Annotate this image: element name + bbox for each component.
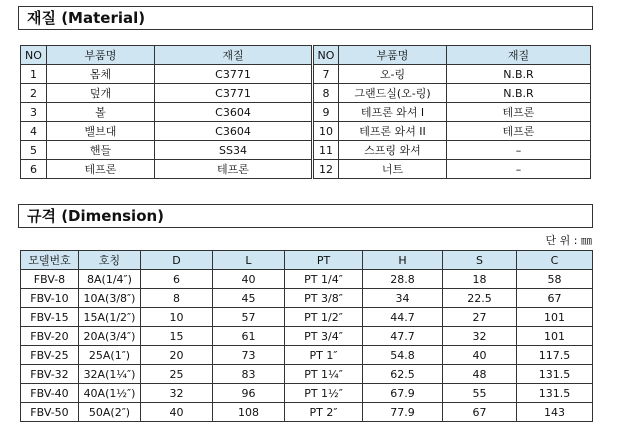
cell: 27 <box>443 308 517 327</box>
cell: C3604 <box>155 103 313 122</box>
cell: PT 3/8″ <box>285 289 363 308</box>
cell: 54.8 <box>363 346 443 365</box>
cell: 너트 <box>339 160 447 179</box>
cell: 테프론 <box>447 122 591 141</box>
header-part-name: 부품명 <box>339 46 447 65</box>
cell: 34 <box>363 289 443 308</box>
table-row <box>21 84 591 103</box>
cell: 15A(1/2″) <box>79 308 141 327</box>
header-material: 재질 <box>155 46 313 65</box>
cell: 볼 <box>47 103 155 122</box>
cell: 45 <box>213 289 285 308</box>
table-row <box>21 384 593 403</box>
unit-label: 단 위 : ㎜ <box>545 234 592 247</box>
cell: 10 <box>141 308 213 327</box>
table-row <box>21 122 591 141</box>
cell: 40 <box>141 403 213 422</box>
cell: 테프론 <box>447 103 591 122</box>
cell: 22.5 <box>443 289 517 308</box>
table-row <box>21 141 591 160</box>
table-row <box>21 327 593 346</box>
cell: 핸들 <box>47 141 155 160</box>
cell: 28.8 <box>363 270 443 289</box>
dimension-header-row <box>21 251 593 270</box>
cell: 57 <box>213 308 285 327</box>
header-material: 재질 <box>447 46 591 65</box>
cell: 47.7 <box>363 327 443 346</box>
cell: 67.9 <box>363 384 443 403</box>
cell: PT 1¼″ <box>285 365 363 384</box>
cell: 62.5 <box>363 365 443 384</box>
cell: FBV-8 <box>21 270 79 289</box>
cell: 1 <box>21 65 47 84</box>
cell: 20 <box>141 346 213 365</box>
cell: 101 <box>517 308 593 327</box>
cell: 25A(1″) <box>79 346 141 365</box>
cell: FBV-15 <box>21 308 79 327</box>
cell: 10 <box>313 122 339 141</box>
cell: 8A(1/4″) <box>79 270 141 289</box>
cell: FBV-10 <box>21 289 79 308</box>
cell: 6 <box>21 160 47 179</box>
cell: 18 <box>443 270 517 289</box>
material-section-title: 재질 (Material) <box>18 6 593 30</box>
header-h: H <box>363 251 443 270</box>
header-model-number: 모델번호 <box>21 251 79 270</box>
cell: PT 3/4″ <box>285 327 363 346</box>
cell: C3604 <box>155 122 313 141</box>
header-no: NO <box>21 46 47 65</box>
cell: PT 1½″ <box>285 384 363 403</box>
cell: 67 <box>443 403 517 422</box>
dimension-table <box>20 250 593 422</box>
cell: 32 <box>443 327 517 346</box>
header-nominal-size: 호칭 <box>79 251 141 270</box>
cell: 44.7 <box>363 308 443 327</box>
cell: FBV-20 <box>21 327 79 346</box>
cell: 15 <box>141 327 213 346</box>
dimension-section-title: 규격 (Dimension) <box>18 204 593 228</box>
cell: PT 1/4″ <box>285 270 363 289</box>
table-row <box>21 365 593 384</box>
cell: PT 1/2″ <box>285 308 363 327</box>
cell: 8 <box>141 289 213 308</box>
cell: 77.9 <box>363 403 443 422</box>
material-table <box>20 45 591 179</box>
cell: 73 <box>213 346 285 365</box>
header-c: C <box>517 251 593 270</box>
cell: – <box>447 160 591 179</box>
header-s: S <box>443 251 517 270</box>
cell: C3771 <box>155 65 313 84</box>
cell: 143 <box>517 403 593 422</box>
cell: 101 <box>517 327 593 346</box>
cell: 11 <box>313 141 339 160</box>
cell: 7 <box>313 65 339 84</box>
table-row <box>21 270 593 289</box>
table-row <box>21 103 591 122</box>
table-row <box>21 289 593 308</box>
cell: 67 <box>517 289 593 308</box>
cell: 오-링 <box>339 65 447 84</box>
cell: 테프론 <box>155 160 313 179</box>
cell: 5 <box>21 141 47 160</box>
cell: SS34 <box>155 141 313 160</box>
cell: 117.5 <box>517 346 593 365</box>
cell: 스프링 와셔 <box>339 141 447 160</box>
table-row <box>21 403 593 422</box>
cell: 83 <box>213 365 285 384</box>
cell: FBV-40 <box>21 384 79 403</box>
cell: 9 <box>313 103 339 122</box>
cell: PT 1″ <box>285 346 363 365</box>
cell: 6 <box>141 270 213 289</box>
table-row <box>21 160 591 179</box>
cell: 32 <box>141 384 213 403</box>
cell: 32A(1¼″) <box>79 365 141 384</box>
header-l: L <box>213 251 285 270</box>
cell: C3771 <box>155 84 313 103</box>
cell: 덮개 <box>47 84 155 103</box>
header-no: NO <box>313 46 339 65</box>
cell: 55 <box>443 384 517 403</box>
cell: 12 <box>313 160 339 179</box>
cell: 40 <box>213 270 285 289</box>
cell: N.B.R <box>447 84 591 103</box>
cell: FBV-50 <box>21 403 79 422</box>
cell: 테프론 와셔 II <box>339 122 447 141</box>
cell: 3 <box>21 103 47 122</box>
cell: 61 <box>213 327 285 346</box>
cell: 25 <box>141 365 213 384</box>
cell: 58 <box>517 270 593 289</box>
header-pt: PT <box>285 251 363 270</box>
cell: 50A(2″) <box>79 403 141 422</box>
cell: 몸체 <box>47 65 155 84</box>
cell: 그랜드실(오-링) <box>339 84 447 103</box>
cell: FBV-25 <box>21 346 79 365</box>
table-row <box>21 65 591 84</box>
cell: 8 <box>313 84 339 103</box>
cell: 108 <box>213 403 285 422</box>
cell: 48 <box>443 365 517 384</box>
cell: 2 <box>21 84 47 103</box>
cell: 96 <box>213 384 285 403</box>
cell: 밸브대 <box>47 122 155 141</box>
header-d: D <box>141 251 213 270</box>
header-part-name: 부품명 <box>47 46 155 65</box>
cell: 40A(1½″) <box>79 384 141 403</box>
material-header-row <box>21 46 591 65</box>
cell: 10A(3/8″) <box>79 289 141 308</box>
table-row <box>21 346 593 365</box>
cell: 테프론 <box>47 160 155 179</box>
cell: 40 <box>443 346 517 365</box>
cell: N.B.R <box>447 65 591 84</box>
cell: 4 <box>21 122 47 141</box>
cell: – <box>447 141 591 160</box>
cell: 131.5 <box>517 384 593 403</box>
cell: PT 2″ <box>285 403 363 422</box>
cell: 20A(3/4″) <box>79 327 141 346</box>
cell: FBV-32 <box>21 365 79 384</box>
cell: 131.5 <box>517 365 593 384</box>
cell: 테프론 와셔 I <box>339 103 447 122</box>
table-row <box>21 308 593 327</box>
